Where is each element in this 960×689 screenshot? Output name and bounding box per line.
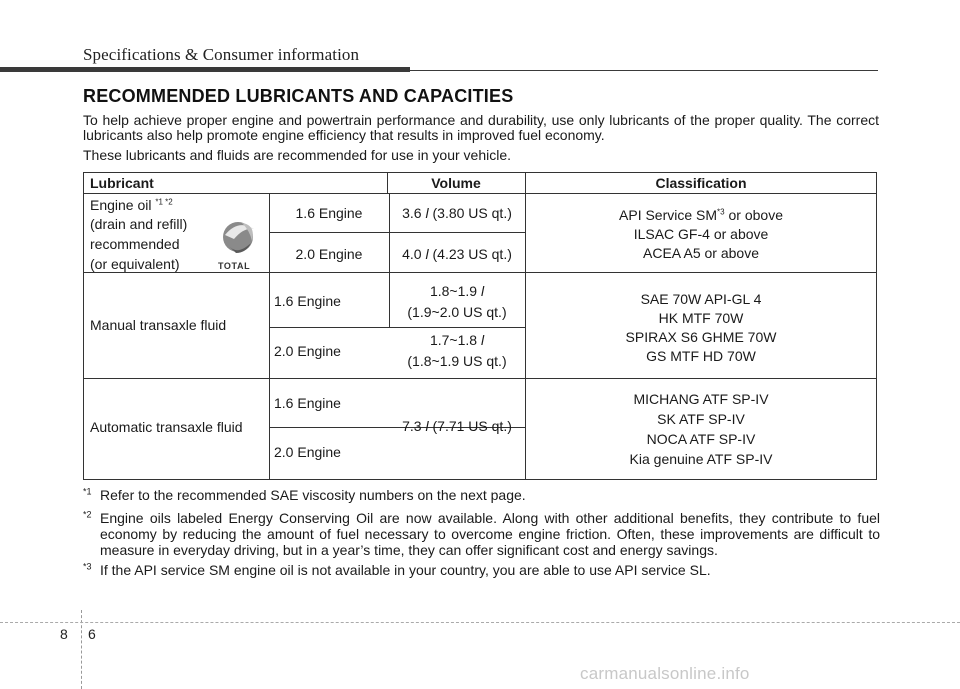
automatic-volume-value: 7.3: [402, 418, 426, 434]
header-lubricant: Lubricant: [90, 175, 154, 191]
engine-oil-class-line-3: ACEA A5 or above: [643, 245, 759, 261]
engine-oil-title: Engine oil: [90, 197, 156, 213]
engine-oil-class-footnote: *3: [717, 207, 725, 217]
manual-2.0-volume: [389, 331, 525, 371]
manual-1.6-volume-value: 1.8~1.9: [429, 283, 481, 299]
manual-class-line-1: SAE 70W API-GL 4: [640, 291, 762, 307]
footnote-3-text: If the API service SM engine oil is not available in your country, you are able to use API service SL.: [100, 562, 711, 578]
manual-2.0-volume-liters: [389, 331, 525, 350]
manual-2.0-volume-qt: (1.8~1.9 US qt.): [407, 353, 507, 369]
automatic-class-line-2: SK ATF SP-IV: [657, 411, 745, 427]
engine-oil-2.0-volume-qt: (4.23 US qt.): [428, 246, 512, 262]
engine-oil-class-api: API Service SM: [619, 207, 718, 223]
total-logo-word: TOTAL: [218, 261, 251, 271]
watermark[interactable]: carmanualsonline.info: [580, 664, 750, 683]
table-rule: [83, 378, 877, 379]
engine-oil-2.0-volume: [389, 245, 525, 264]
footnote-1-mark: *1: [83, 486, 92, 497]
automatic-volume: [389, 417, 525, 436]
manual-1.6-volume-unit: l: [480, 283, 485, 299]
engine-oil-1.6-volume-value: 3.6: [402, 205, 426, 221]
footnote-2: [83, 509, 880, 558]
table-rule: [83, 272, 877, 273]
table-rule: [83, 193, 877, 194]
manual-1.6-engine: 1.6 Engine: [274, 293, 341, 309]
engine-oil-footnote-marks: *1 *2: [155, 197, 173, 207]
automatic-classification: [525, 389, 877, 469]
engine-oil-1.6-volume-qt: (3.80 US qt.): [428, 205, 512, 221]
manual-class-line-4: GS MTF HD 70W: [646, 348, 756, 364]
header-volume: Volume: [431, 175, 481, 191]
page-number-right: 6: [88, 626, 96, 642]
automatic-class-line-3: NOCA ATF SP-IV: [646, 431, 756, 447]
engine-oil-recommended: recommended: [90, 236, 180, 252]
intro-paragraph: To help achieve proper engine and powertrain performance and durability, use only lubricants of the proper quality. The correct lubricants also help promote engine efficiency that results in improved fuel economy.: [83, 112, 879, 143]
engine-oil-class-api-end: or obove: [724, 207, 783, 223]
automatic-transaxle-label: Automatic transaxle fluid: [90, 419, 243, 435]
engine-oil-1.6-volume-unit: l: [425, 205, 429, 221]
engine-oil-label: [90, 196, 173, 215]
manual-2.0-volume-value: 1.7~1.8: [429, 332, 481, 348]
engine-oil-class-line-2: ILSAC GF-4 or above: [633, 226, 769, 242]
footnote-2-mark: *2: [83, 509, 92, 520]
manual-2.0-volume-unit: l: [480, 332, 485, 348]
manual-1.6-volume: [389, 282, 525, 322]
footnote-1: [83, 486, 526, 503]
engine-oil-equivalent: (or equivalent): [90, 256, 180, 272]
intro-paragraph-2: These lubricants and fluids are recommended for use in your vehicle.: [83, 147, 511, 163]
manual-transaxle-label: Manual transaxle fluid: [90, 317, 227, 333]
engine-oil-class-line-1: [525, 206, 877, 225]
engine-oil-classification: [525, 206, 877, 263]
footnote-3: [83, 561, 711, 578]
automatic-1.6-engine: 1.6 Engine: [274, 395, 341, 411]
manual-1.6-volume-liters: [389, 282, 525, 301]
automatic-2.0-engine: 2.0 Engine: [274, 444, 341, 460]
manual-classification: [525, 290, 877, 366]
automatic-class-line-1: MICHANG ATF SP-IV: [633, 391, 769, 407]
footnote-1-text: Refer to the recommended SAE viscosity numbers on the next page.: [100, 487, 526, 503]
automatic-volume-unit: l: [425, 418, 429, 434]
automatic-class-line-4: Kia genuine ATF SP-IV: [629, 451, 773, 467]
page-number-left: 8: [60, 626, 68, 642]
engine-oil-2.0-volume-unit: l: [425, 246, 429, 262]
engine-oil-2.0-engine: 2.0 Engine: [295, 246, 363, 262]
table-rule: [269, 327, 525, 328]
table-rule: [269, 193, 270, 480]
section-title: Specifications & Consumer information: [83, 45, 360, 64]
engine-oil-drain: (drain and refill): [90, 216, 188, 232]
title-rule: [410, 70, 878, 71]
engine-oil-1.6-volume: [389, 204, 525, 223]
footnote-3-mark: *3: [83, 561, 92, 572]
manual-class-line-3: SPIRAX S6 GHME 70W: [625, 329, 777, 345]
page-heading: RECOMMENDED LUBRICANTS AND CAPACITIES: [83, 86, 514, 106]
automatic-volume-qt: (7.71 US qt.): [428, 418, 512, 434]
page-divider-horizontal: [0, 622, 960, 623]
table-rule: [269, 232, 525, 233]
engine-oil-2.0-volume-value: 4.0: [402, 246, 426, 262]
footnote-2-text: Engine oils labeled Energy Conserving Oil are now available. Along with other additional benefits, they contribute to fuel economy by reducing the amount of fuel necessary to overcome engine friction. Often, these improvements are difficult to measure in everyday driving, but in a year’s time, they can offer significant cost and energy savings.: [100, 510, 880, 558]
manual-2.0-engine: 2.0 Engine: [274, 343, 341, 359]
header-classification: Classification: [655, 175, 747, 191]
manual-1.6-volume-qt: (1.9~2.0 US qt.): [407, 304, 507, 320]
engine-oil-1.6-engine: 1.6 Engine: [295, 205, 363, 221]
manual-class-line-2: HK MTF 70W: [658, 310, 744, 326]
title-bar: [0, 67, 410, 72]
